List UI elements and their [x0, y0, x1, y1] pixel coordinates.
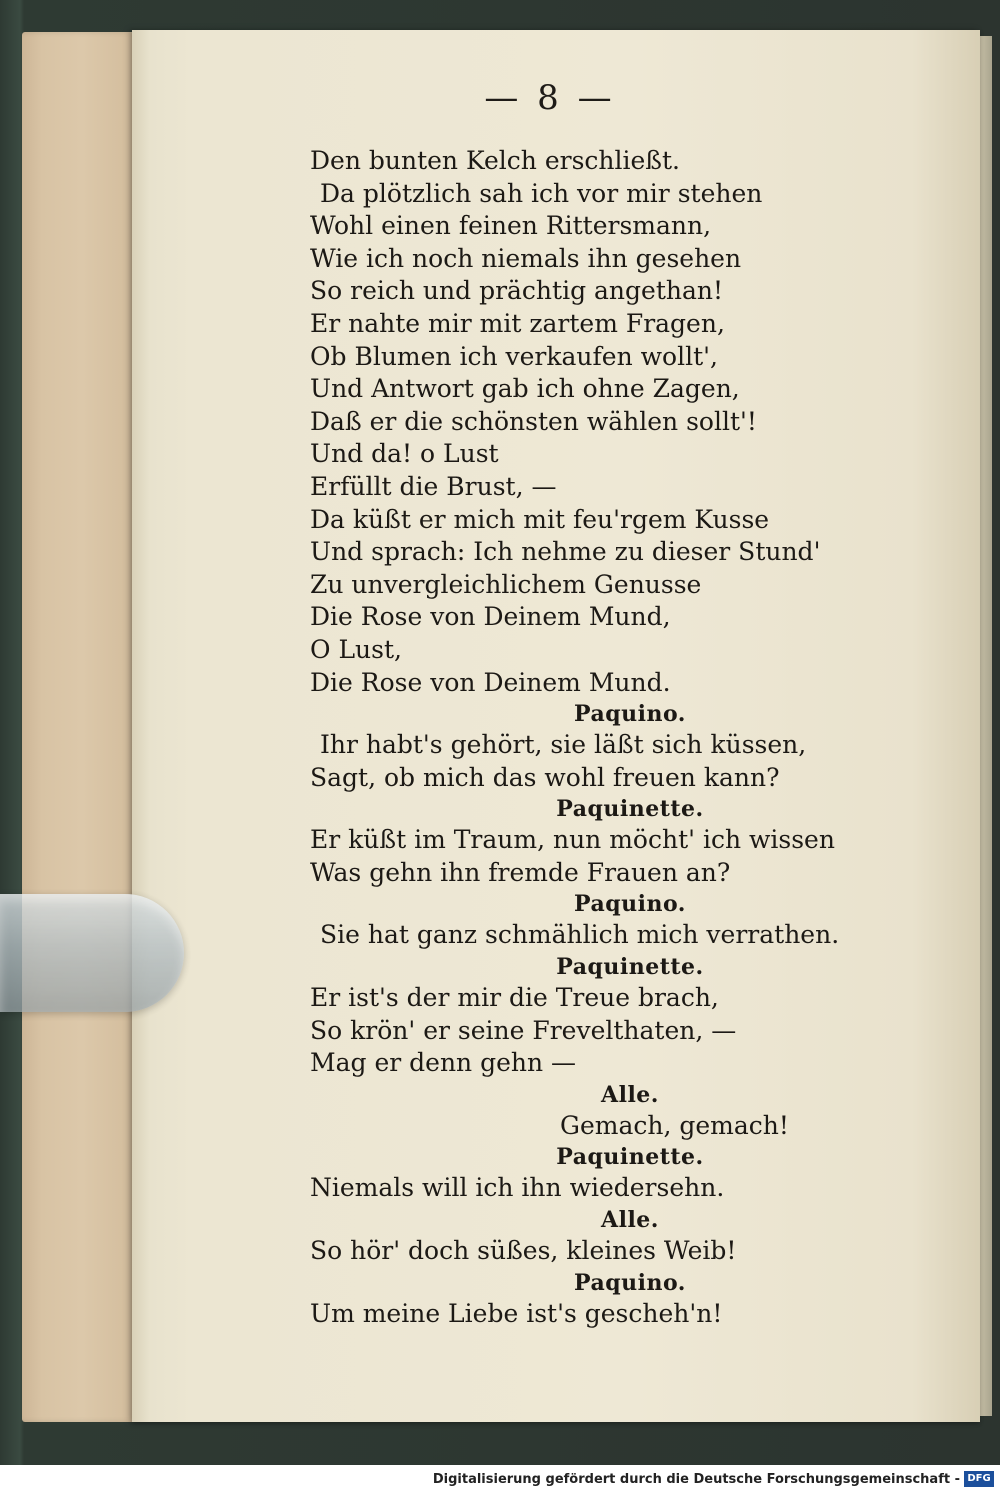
dialogue-line: Er küßt im Traum, nun möcht' ich wissen: [310, 825, 835, 855]
dialogue-line: Sie hat ganz schmählich mich verrathen.: [320, 920, 840, 950]
verse-line: Wie ich noch niemals ihn gesehen: [310, 243, 742, 273]
speaker-name: Paquinette.: [556, 954, 704, 981]
dfg-logo: DFG: [964, 1471, 994, 1487]
verse-line: Und sprach: Ich nehme zu dieser Stund': [310, 537, 821, 567]
speaker-name: Paquino.: [574, 1269, 686, 1296]
dialogue-line: Ihr habt's gehört, sie läßt sich küssen,: [320, 730, 807, 760]
speaker-name: Paquinette.: [556, 1144, 704, 1171]
speaker-name: Paquino.: [574, 891, 686, 918]
verse-line: Da plötzlich sah ich vor mir stehen: [320, 178, 763, 208]
verse-line: Daß er die schönsten wählen sollt'!: [310, 406, 757, 436]
verse-line: Er nahte mir mit zartem Fragen,: [310, 308, 725, 338]
speaker-name: Paquinette.: [556, 796, 704, 823]
verse-line: Die Rose von Deinem Mund,: [310, 602, 671, 632]
dialogue-line: Sagt, ob mich das wohl freuen kann?: [310, 762, 780, 792]
speaker-name: Paquino.: [574, 701, 686, 728]
verse-line: Ob Blumen ich verkaufen wollt',: [310, 341, 718, 371]
verse-line: Wohl einen feinen Rittersmann,: [310, 211, 712, 241]
verse-line: So reich und prächtig angethan!: [310, 276, 724, 306]
dialogue-line: Was gehn ihn fremde Frauen an?: [310, 857, 731, 887]
verse-line: Die Rose von Deinem Mund.: [310, 667, 671, 697]
verse-line: Erfüllt die Brust, —: [310, 471, 557, 501]
dialogue-line: Mag er denn gehn —: [310, 1048, 577, 1078]
verse-line: Da küßt er mich mit feu'rgem Kusse: [310, 504, 770, 534]
verse-line: Den bunten Kelch erschließt.: [310, 146, 680, 175]
footer-bar: [0, 1465, 1000, 1495]
dialogue-line: Niemals will ich ihn wiedersehn.: [310, 1173, 725, 1203]
dialogue-line: Er ist's der mir die Treue brach,: [310, 983, 719, 1013]
dialogue-line: Gemach, gemach!: [560, 1110, 789, 1140]
verse-line: Und Antwort gab ich ohne Zagen,: [310, 374, 740, 404]
speaker-name: Alle.: [601, 1207, 659, 1234]
page-number: — 8 —: [484, 78, 616, 118]
dialogue-line: Um meine Liebe ist's gescheh'n!: [310, 1298, 723, 1328]
dialogue-line: So hör' doch süßes, kleines Weib!: [310, 1236, 737, 1266]
page-clip: [0, 894, 184, 1012]
footer-credit: Digitalisierung gefördert durch die Deutsche Forschungsgemeinschaft -: [432, 1472, 960, 1487]
verse-line: Zu unvergleichlichem Genusse: [310, 569, 702, 599]
verse-line: O Lust,: [310, 634, 402, 664]
poem-text: [310, 145, 950, 1330]
dialogue-line: So krön' er seine Frevelthaten, —: [310, 1015, 737, 1045]
speaker-name: Alle.: [601, 1081, 659, 1108]
verse-line: Und da! o Lust: [310, 439, 499, 469]
